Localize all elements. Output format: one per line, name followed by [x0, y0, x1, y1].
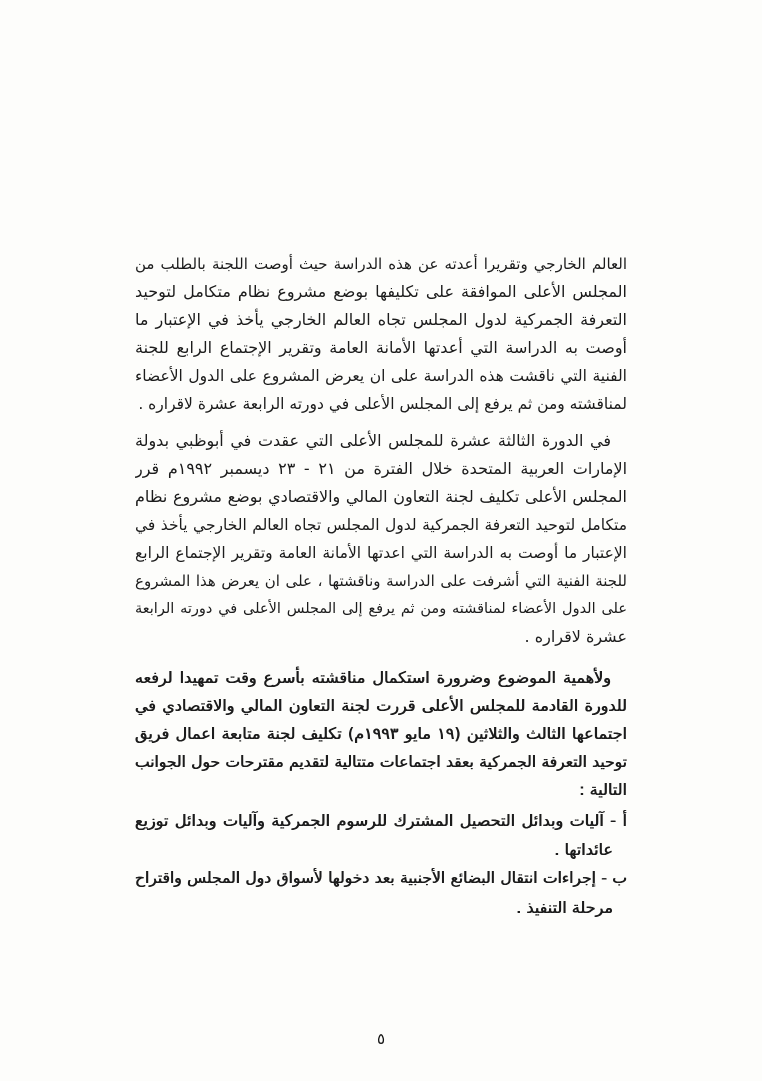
- text-line: المجلس الأعلى الموافقة على تكليفها بوضع مشروع نظام متكامل لتوحيد: [135, 282, 627, 301]
- lettered-list: [135, 806, 627, 922]
- list-item-alef: [135, 806, 627, 864]
- text-line: متكامل لتوحيد التعرفة الجمركية لدول المجلس تجاه العالم الخارجي يأخذ في: [135, 516, 627, 534]
- text-line: للجنة الفنية التي أشرفت على الدراسة وناقشتها ، على ان يعرض هذا المشروع: [135, 572, 627, 590]
- paragraph-1: [135, 250, 627, 418]
- text-line: الإمارات العربية المتحدة خلال الفترة من ٢١ - ٢٣ ديسمبر ١٩٩٢م قرر: [135, 459, 627, 478]
- paragraph-2: [135, 427, 627, 651]
- text-line: التعرفة الجمركية لدول المجلس تجاه العالم الخارجي يأخذ في الإعتبار ما: [135, 310, 627, 329]
- text-line: العالم الخارجي وتقريرا أعدته عن هذه الدراسة حيث أوصت اللجنة بالطلب من: [135, 255, 627, 273]
- text-line: مرحلة التنفيذ .: [516, 898, 613, 917]
- text-line: أ - آليات وبدائل التحصيل المشترك للرسوم الجمركية وآليات وبدائل توزيع: [135, 811, 627, 830]
- text-line: عائداتها .: [554, 840, 613, 859]
- text-line: عشرة لاقراره .: [524, 627, 627, 646]
- list-item-ba: [135, 864, 627, 922]
- text-line: توحيد التعرفة الجمركية بعقد اجتماعات متتالية لتقديم مقترحات حول الجوانب: [135, 753, 627, 771]
- text-line: الإعتبار ما أوصت به الدراسة التي اعدتها الأمانة العامة وتقرير الإجتماع الرابع: [135, 544, 627, 562]
- text-line: التالية :: [579, 780, 627, 799]
- text-line: أوصت به الدراسة التي أعدتها الأمانة العامة وتقرير الإجتماع الرابع للجنة: [135, 338, 627, 357]
- text-line: للدورة القادمة للمجلس الأعلى قررت لجنة التعاون المالي والاقتصادي في: [135, 696, 627, 715]
- page-number: ٥: [376, 1030, 386, 1048]
- text-line: على الدول الأعضاء لمناقشته ومن ثم يرفع إلى المجلس الأعلى في دورته الرابعة: [135, 601, 627, 617]
- text-block: [135, 250, 627, 922]
- paragraph-3: [135, 664, 627, 804]
- text-line: المجلس الأعلى تكليف لجنة التعاون المالي والاقتصادي بوضع مشروع نظام: [135, 487, 627, 506]
- text-line: لمناقشته ومن ثم يرفع إلى المجلس الأعلى في دورته الرابعة عشرة لاقراره .: [138, 395, 627, 413]
- text-line: الفنية التي ناقشت هذه الدراسة على ان يعرض المشروع على الدول الأعضاء: [135, 367, 627, 385]
- text-line: ب - إجراءات انتقال البضائع الأجنبية بعد دخولها لأسواق دول المجلس واقتراح: [135, 869, 627, 887]
- text-line: في الدورة الثالثة عشرة للمجلس الأعلى التي عقدت في أبوظبي بدولة: [135, 431, 611, 450]
- text-line: ولأهمية الموضوع وضرورة استكمال مناقشته بأسرع وقت تمهيدا لرفعه: [135, 668, 611, 687]
- text-line: اجتماعها الثالث والثلاثين (١٩ مايو ١٩٩٣م) تكليف لجنة متابعة اعمال فريق: [135, 724, 627, 743]
